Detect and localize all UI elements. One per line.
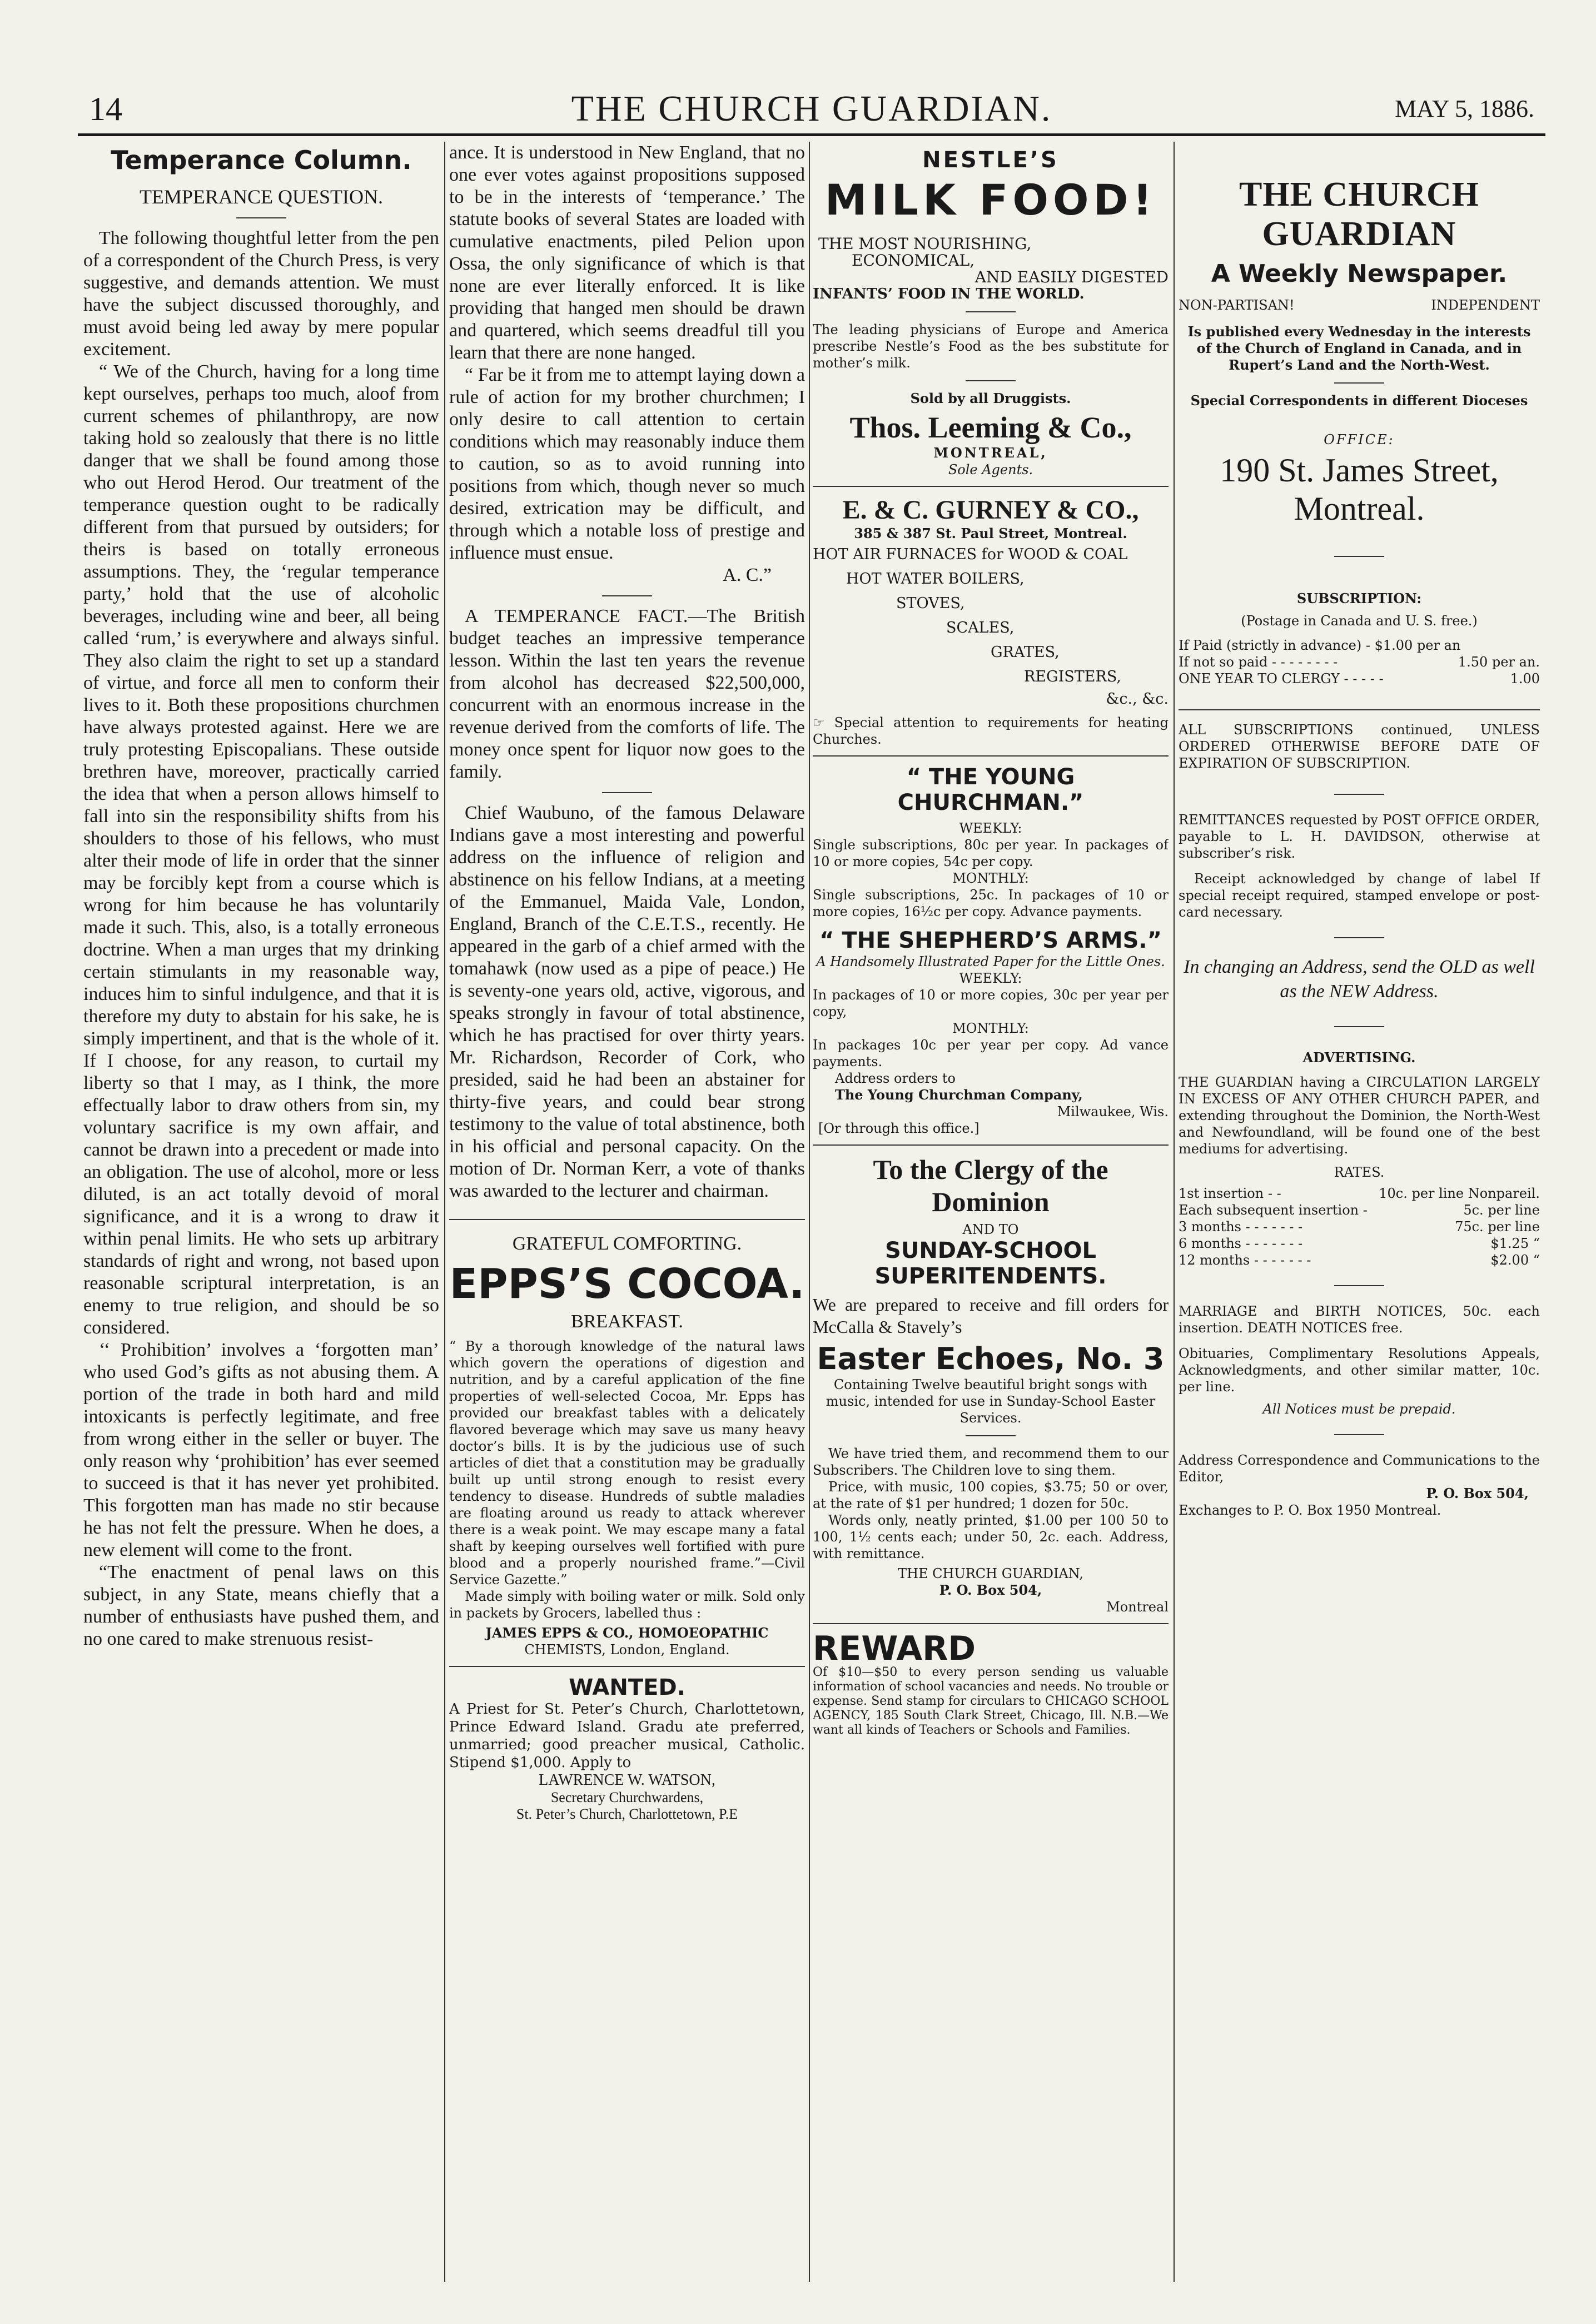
nestle-brand: NESTLE’S <box>922 147 1059 173</box>
non-partisan-label: NON-PARTISAN! <box>1179 297 1295 313</box>
subscription-value: 1.50 per an. <box>1458 654 1540 670</box>
easter-price: Price, with music, 100 copies, $3.75; 50 or over, at the rate of $1 per hundred; 1 dozen for 50c. <box>813 1479 1169 1511</box>
office-label: OFFICE: <box>1324 432 1395 447</box>
rate-value: $1.25 “ <box>1490 1236 1540 1251</box>
nestle-headline: MILK FOOD! <box>824 175 1157 225</box>
subscription-heading: SUBSCRIPTION: <box>1296 590 1422 606</box>
rate-value: 5c. per line <box>1463 1202 1540 1218</box>
divider <box>813 1144 1169 1146</box>
exchanges-address: Exchanges to P. O. Box 1950 Montreal. <box>1179 1502 1441 1518</box>
nestle-line: INFANTS’ FOOD IN THE WORLD. <box>813 286 1085 302</box>
young-monthly-rates: Single subscriptions, 25c. In packages of 10 or more copies, 16½c per copy. Advance payments. <box>813 887 1169 919</box>
divider <box>813 1623 1169 1624</box>
receipt-notice: Receipt acknowledged by change of label If special receipt required, stamped envelope or post-card necessary. <box>1179 871 1540 920</box>
monthly-label: MONTHLY: <box>952 870 1029 886</box>
orders-text: We are prepared to receive and fill orders for McCalla & Stavely’s <box>813 1295 1169 1337</box>
monthly-label: MONTHLY: <box>952 1021 1029 1036</box>
subscriptions-notice: ALL SUBSCRIPTIONS continued, UNLESS ORDERED OTHERWISE BEFORE DATE OF EXPIRATION OF SUBSCRIPTION. <box>1179 722 1540 771</box>
masthead-subtitle: A Weekly Newspaper. <box>1211 260 1508 288</box>
header-rule <box>78 133 1545 136</box>
rate-value: 10c. per line Nonpareil. <box>1379 1186 1540 1201</box>
leeming-city: MONTREAL, <box>933 445 1048 461</box>
subscription-row <box>1179 670 1540 687</box>
nestle-physicians: The leading physicians of Europe and America prescribe Nestle’s Food as the bes substitute for mother’s milk. <box>813 322 1169 371</box>
rate-label: Each subsequent insertion - <box>1179 1202 1368 1218</box>
subscription-row <box>1179 654 1540 670</box>
divider <box>602 595 652 596</box>
divider <box>1334 1434 1384 1435</box>
reward-ad <box>813 1629 1169 1668</box>
subscription-label: If not so paid - - - - - - - - <box>1179 654 1338 670</box>
chief-waubuno-article: Chief Waubuno, of the famous Delaware Indians gave a most interesting and powerful address on the influence of religion and abstinence on his fellow Indians, at a meeting of the Emmanuel, Maida Vale, London, England, Branch of the C.E.T.S., recently. He appeared in the garb of a chief armed with the tomahawk (now used as a pipe of peace.) He is seventy-one years old, active, vigorous, and speaks strongly in favour of total abstinence, which he has practised for over thirty years. Mr. Richardson, Recorder of Cork, who presided, said he had been an abstainer for thirty-five years, and could bear strong testimony to the value of total abstinence, both in his official and personal capacity. On the motion of Dr. Norman Kerr, a vote of thanks was awarded to the lecturer and chairman. <box>449 803 805 1201</box>
issue-date: MAY 5, 1886. <box>1394 95 1534 122</box>
weekly-label: WEEKLY: <box>959 971 1022 986</box>
subscription-label: If Paid (strictly in advance) - $1.00 per an <box>1179 638 1461 653</box>
divider <box>813 755 1169 757</box>
gurney-product: HOT WATER BOILERS, <box>846 570 1025 588</box>
rate-value: 75c. per line <box>1455 1219 1540 1235</box>
easter-echoes-desc: Containing Twelve beautiful bright songs with music, intended for use in Sunday-School Easter Services. <box>826 1377 1156 1426</box>
address-orders: Address orders to <box>835 1071 956 1086</box>
epps-firm-location: CHEMISTS, London, England. <box>524 1642 730 1658</box>
column-two <box>449 142 805 2282</box>
and-to: AND TO <box>962 1222 1019 1237</box>
nestle-line: ECONOMICAL, <box>852 251 975 270</box>
rate-label: 3 months - - - - - - - <box>1179 1219 1303 1235</box>
easter-words: Words only, neatly printed, $1.00 per 100 50 to 100, 1½ cents each; under 50, 2c. each. Address, with remittance. <box>813 1512 1169 1561</box>
reward-title: REWARD <box>813 1629 976 1668</box>
subscription-value: 1.00 <box>1510 671 1540 686</box>
nestle-sold: Sold by all Druggists. <box>910 390 1071 406</box>
young-churchman-title: “ THE YOUNG CHURCHMAN.” <box>897 764 1084 815</box>
office-address: 190 St. James Street, Montreal. <box>1220 452 1499 527</box>
gurney-product: HOT AIR FURNACES for WOOD & COAL <box>813 546 1128 563</box>
divider <box>1334 1285 1384 1286</box>
divider <box>1334 382 1384 384</box>
article-paragraph: “ Far be it from me to attempt laying down a rule of action for my brother churchmen; I only desire to call attention to certain conditions which may reasonably induce them to caution, so as to avoid running into positions from which, though never so much desired, extrication may be difficult, and through which a notable loss of prestige and influence must ensue. <box>449 365 805 563</box>
wanted-contact-role: Secretary Churchwardens, <box>550 1789 704 1805</box>
gurney-address: 385 & 387 St. Paul Street, Montreal. <box>854 525 1127 541</box>
epps-made: Made simply with boiling water or milk. Sold only in packets by Grocers, labelled thus : <box>449 1589 805 1621</box>
clergy-heading: To the Clergy of the Dominion <box>873 1154 1108 1217</box>
masthead-tags <box>1179 297 1540 313</box>
wanted-body: A Priest for St. Peter’s Church, Charlottetown, Prince Edward Island. Gradu ate preferred, unmarried; good preacher musical, Catholic. Stipend $1,000. Apply to <box>449 1701 805 1771</box>
divider <box>1334 1026 1384 1027</box>
change-address-notice: In changing an Address, send the OLD as well as the NEW Address. <box>1184 957 1535 1002</box>
rates-heading: RATES. <box>1334 1165 1385 1180</box>
column-heading: Temperance Column. <box>111 145 412 175</box>
advertising-body: THE GUARDIAN having a CIRCULATION LARGELY IN EXCESS OF ANY OTHER CHURCH PAPER, and extending throughout the Dominion, the North-West and Newfoundland, will be found one of the best mediums for advertising. <box>1179 1074 1540 1157</box>
subscription-row <box>1179 637 1540 654</box>
nestle-line: AND EASILY DIGESTED <box>974 268 1169 286</box>
leeming-agents: Sole Agents. <box>948 462 1033 477</box>
published-info: Is published every Wednesday in the interests of the Church of England in Canada, and in Rupert’s Land and the North-West. <box>1187 324 1531 373</box>
article-paragraph: ance. It is understood in New England, that no one ever votes against propositions supposed to be in the interests of ‘temperance.’ The statute books of several States are loaded with cumulative enactments, piled Pelion upon Ossa, the only significance of which is that none are ever literally enforced. It is like providing that hanged men should be drawn and quartered, which seems dreadful till you learn that there are none hanged. <box>449 142 805 363</box>
young-weekly-rates: Single subscriptions, 80c per year. In packages of 10 or more copies, 54c per copy. <box>813 837 1169 869</box>
rate-value: $2.00 “ <box>1490 1252 1540 1268</box>
gurney-name: E. & C. GURNEY & CO., <box>842 495 1139 525</box>
column-temperance <box>83 142 439 2282</box>
rate-row <box>1179 1202 1540 1218</box>
sunday-school-heading: SUNDAY-SCHOOL SUPERITENDENTS. <box>874 1238 1107 1289</box>
independent-label: INDEPENDENT <box>1431 297 1540 313</box>
divider <box>1179 709 1540 710</box>
reward-body: Of $10—$50 to every person sending us valuable information of school vacancies and needs. No trouble or expense. Send stamp for circulars to CHICAGO SCHOOL AGENCY, 185 South Clark Street, Chicago, Ill. N.B.—We want all kinds of Teachers or Schools and Families. <box>813 1665 1169 1737</box>
page-header <box>78 83 1545 128</box>
guardian-city: Montreal <box>1106 1599 1169 1615</box>
article-paragraph: “ We of the Church, having for a long time kept ourselves, perhaps too much, aloof from current schemes of philanthropy, are now taking hold so zealously that there is no little danger that we shall be found among those who out Herod Herod. Our treatment of the temperance question ought to be radically different from that pursued by outsiders; for theirs is based on totally erroneous assumptions. They, the ‘regular temperance party,’ hold that the use of alcoholic beverages, including wine and beer, all being called ‘rum,’ is everywhere and always sinful. They also claim the right to set up a standard of virtue, and force all men to conform their lives to it. Both these propositions churchmen have always protested against. Here we are truly protesting Episcopalians. These outside brethren have, moreover, practically carried the idea that when a person allows himself to fall into sin the responsibility shifts from his shoulders to those of his fellows, who must alter their mode of life in order that the sinner may be forcibly kept from a course which is wrong for him because he has voluntarily made it such. This, also, is a totally erroneous doctrine. When a man urges that my drinking certain stimulants in my reasonable way, induces him to sinful indulgence, and that it is therefore my duty to abstain for his sake, he is simply impertinent, and that is the whole of it. If I choose, for any reason, to curtail my liberty so that I may, as I think, the more effectually labor to draw others from sin, my voluntary sacrifice is my own affair, and cannot be drawn into a precedent or made into an obligation. The use of alcohol, more or less diluted, is an act totally devoid of moral significance, and it is a wrong to draw it within penal limits. He who sets up arbitrary standards of right and wrong, not based upon reasonable scriptural interpretation, is an enemy to true religion, and should be so considered. <box>83 361 439 1338</box>
guardian-box: P. O. Box 504, <box>939 1582 1042 1598</box>
prepaid-notice: All Notices must be prepaid. <box>1262 1401 1456 1417</box>
column-advertisements <box>813 142 1169 2282</box>
gurney-product: &c., &c. <box>1106 690 1169 708</box>
divider <box>236 217 286 218</box>
divider <box>966 311 1016 312</box>
divider <box>602 792 652 793</box>
shepherd-weekly-rates: In packages of 10 or more copies, 30c per year per copy, <box>813 987 1169 1019</box>
gurney-product: SCALES, <box>946 619 1015 636</box>
gurney-special: ☞ Special attention to requirements for heating Churches. <box>813 715 1169 747</box>
guardian-address-name: THE CHURCH GUARDIAN, <box>898 1566 1083 1581</box>
divider <box>966 1435 1016 1436</box>
rate-label: 12 months - - - - - - - <box>1179 1252 1311 1268</box>
divider <box>1334 556 1384 557</box>
shepherd-monthly-rates: In packages 10c per year per copy. Ad vance payments. <box>813 1037 1169 1069</box>
epps-body: “ By a thorough knowledge of the natural laws which govern the operations of digestion and nutrition, and by a careful application of the fine properties of well-selected Cocoa, Mr. Epps has provided our breakfast tables with a delicately flavored beverage which may save us many heavy doctor’s bills. It is by the judicious use of such articles of diet that a constitution may be gradually built up until strong enough to resist every tendency to disease. Hundreds of subtle maladies are floating around us ready to attack wherever there is a weak point. We may escape many a fatal shaft by keeping ourselves well fortified with pure blood and a properly nourished frame.”—Civil Service Gazette.” <box>449 1338 805 1588</box>
epps-tagline: GRATEFUL COMFORTING. <box>512 1233 742 1254</box>
epps-title: EPPS’S COCOA. <box>449 1260 805 1308</box>
rate-label: 1st insertion - - <box>1179 1186 1281 1201</box>
column-divider <box>444 142 445 2282</box>
rate-row <box>1179 1252 1540 1268</box>
editor-box: P. O. Box 504, <box>1426 1485 1529 1501</box>
weekly-label: WEEKLY: <box>959 820 1022 836</box>
article-title: TEMPERANCE QUESTION. <box>140 186 383 208</box>
column-divider <box>1174 142 1175 2282</box>
article-paragraph: “The enactment of penal laws on this subject, in any State, means chiefly that a number of enthusiasts have pushed them, and no one cared to make strenuous resist- <box>83 1562 439 1649</box>
wanted-contact-place: St. Peter’s Church, Charlottetown, P.E <box>516 1806 738 1822</box>
divider <box>1334 794 1384 795</box>
through-office: [Or through this office.] <box>818 1121 980 1136</box>
column-masthead <box>1179 142 1540 2282</box>
column-divider <box>809 142 810 2282</box>
epps-subtitle: BREAKFAST. <box>571 1311 683 1332</box>
article-paragraph: The following thoughtful letter from the pen of a correspondent of the Church Press, is very suggestive, and demands attention. We must have the subject discussed thoroughly, and must avoid being led away by mere popular excitement. <box>83 228 439 360</box>
wanted-contact-name: LAWRENCE W. WATSON, <box>539 1771 715 1789</box>
company-name: The Young Churchman Company, <box>835 1087 1083 1103</box>
subscription-label: ONE YEAR TO CLERGY - - - - - <box>1179 671 1384 686</box>
obituaries-notice: Obituaries, Complimentary Resolutions Appeals, Acknowledgments, and other similar matter, 10c. per line. <box>1179 1346 1540 1395</box>
epps-firm: JAMES EPPS & CO., HOMOEOPATHIC <box>485 1625 769 1641</box>
advertising-heading: ADVERTISING. <box>1302 1049 1416 1066</box>
divider <box>1334 937 1384 938</box>
newspaper-title: THE CHURCH GUARDIAN. <box>571 88 1052 129</box>
shepherds-arms-title: “ THE SHEPHERD’S ARMS.” <box>819 928 1162 953</box>
company-city: Milwaukee, Wis. <box>1057 1104 1169 1119</box>
shepherds-arms-subtitle: A Handsomely Illustrated Paper for the Little Ones. <box>816 954 1165 969</box>
leeming-name: Thos. Leeming & Co., <box>849 411 1132 444</box>
divider <box>449 1666 805 1667</box>
divider <box>449 1219 805 1220</box>
rate-row <box>1179 1235 1540 1252</box>
rate-row <box>1179 1185 1540 1202</box>
temperance-fact: A TEMPERANCE FACT.—The British budget teaches an impressive temperance lesson. Within the last ten years the revenue from alcohol has decreased $22,500,000, concurrent with an enormous increase in the revenue derived from the comforts of life. The money once spent for liquor now goes to the family. <box>449 606 805 782</box>
signature: A. C.” <box>723 565 772 585</box>
wanted-title: WANTED. <box>569 1675 685 1700</box>
correspondents: Special Correspondents in different Dioceses <box>1190 392 1528 409</box>
marriage-notices: MARRIAGE and BIRTH NOTICES, 50c. each insertion. DEATH NOTICES free. <box>1179 1303 1540 1336</box>
nestle-line: THE MOST NOURISHING, <box>818 235 1032 253</box>
easter-echoes-title: Easter Echoes, No. 3 <box>817 1341 1165 1376</box>
gurney-product: STOVES, <box>896 595 965 612</box>
page-number: 14 <box>89 91 122 127</box>
gurney-product: REGISTERS, <box>1024 668 1121 685</box>
remittances-notice: REMITTANCES requested by POST OFFICE ORDER, payable to L. H. DAVIDSON, otherwise at subscriber’s risk. <box>1179 812 1540 861</box>
masthead-title: THE CHURCH GUARDIAN <box>1239 176 1479 253</box>
article-paragraph: ‘‘ Prohibition’ involves a ‘forgotten man’ who used God’s gifts as not abusing them. A portion of the trade in both hard and mild intoxicants is perfectly legitimate, and free from wrong either in the seller or buyer. The only reason why ‘prohibition’ has ever seemed to succeed is that it has never yet prohibited. This forgotten man has made no stir because he has not felt the pressure. When he does, a new element will come to the front. <box>83 1340 439 1560</box>
correspondence-address: Address Correspondence and Communications to the Editor, <box>1179 1452 1540 1485</box>
divider <box>966 380 1016 381</box>
easter-recommend: We have tried them, and recommend them to our Subscribers. The Children love to sing them. <box>813 1446 1169 1478</box>
divider <box>813 486 1169 487</box>
rate-label: 6 months - - - - - - - <box>1179 1236 1303 1251</box>
gurney-product: GRATES, <box>991 644 1060 661</box>
rate-row <box>1179 1218 1540 1235</box>
postage-note: (Postage in Canada and U. S. free.) <box>1241 613 1478 629</box>
